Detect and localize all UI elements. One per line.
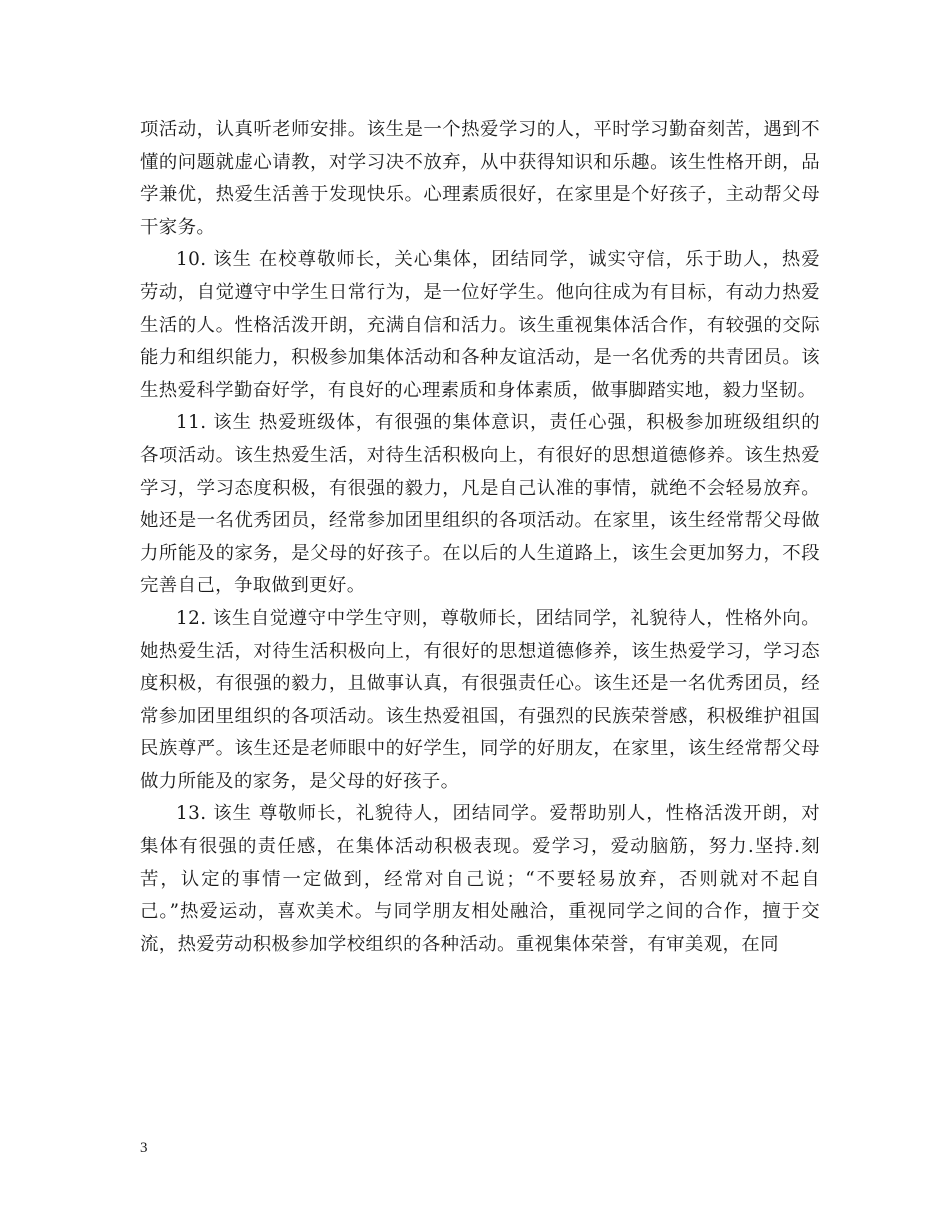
paragraph-item-13: 13. 该生 尊敬师长，礼貌待人，团结同学。爱帮助别人，性格活泼开朗，对集体有很强的责任感，在集体活动积极表现。爱学习，爱动脑筋，努力.坚持.刻苦，认定的事情一定做到，经常对自己说；“不要轻易放弃，否则就对不起自己。”热爱运动，喜欢美术。与同学朋友相处融洽，重视同学之间的合作，擅于交流，热爱劳动积极参加学校组织的各种活动。重视集体荣誉，有审美观，在同 [140, 803, 820, 955]
document-body [140, 114, 820, 961]
paragraph-item-11: 11. 该生 热爱班级体，有很强的集体意识，责任心强，积极参加班级组织的各项活动。该生热爱生活，对待生活积极向上，有很好的思想道德修养。该生热爱学习，学习态度积极，有很强的毅力，凡是自己认准的事情，就绝不会轻易放弃。她还是一名优秀团员，经常参加团里组织的各项活动。在家里，该生经常帮父母做力所能及的家务，是父母的好孩子。在以后的人生道路上，该生会更加努力，不段完善自己，争取做到更好。 [140, 412, 820, 597]
page-number: 3 [140, 1140, 148, 1156]
paragraph-item-10: 10. 该生 在校尊敬师长，关心集体，团结同学，诚实守信，乐于助人，热爱劳动，自觉遵守中学生日常行为，是一位好学生。他向往成为有目标，有动力热爱生活的人。性格活泼开朗，充满自信和活力。该生重视集体活合作，有较强的交际能力和组织能力，积极参加集体活动和各种友谊活动，是一名优秀的共青团员。该生热爱科学勤奋好学，有良好的心理素质和身体素质，做事脚踏实地，毅力坚韧。 [140, 249, 820, 401]
paragraph-item-12: 12. 该生自觉遵守中学生守则，尊敬师长，团结同学，礼貌待人，性格外向。她热爱生活，对待生活积极向上，有很好的思想道德修养，该生热爱学习，学习态度积极，有很强的毅力，且做事认真，有很强责任心。该生还是一名优秀团员，经常参加团里组织的各项活动。该生热爱祖国，有强烈的民族荣誉感，积极维护祖国民族尊严。该生还是老师眼中的好学生，同学的好朋友，在家里，该生经常帮父母做力所能及的家务，是父母的好孩子。 [140, 607, 820, 792]
paragraph-continuation: 项活动，认真听老师安排。该生是一个热爱学习的人，平时学习勤奋刻苦，遇到不懂的问题就虚心请教，对学习决不放弃，从中获得知识和乐趣。该生性格开朗，品学兼优，热爱生活善于发现快乐。心理素质很好，在家里是个好孩子，主动帮父母干家务。 [140, 119, 820, 238]
